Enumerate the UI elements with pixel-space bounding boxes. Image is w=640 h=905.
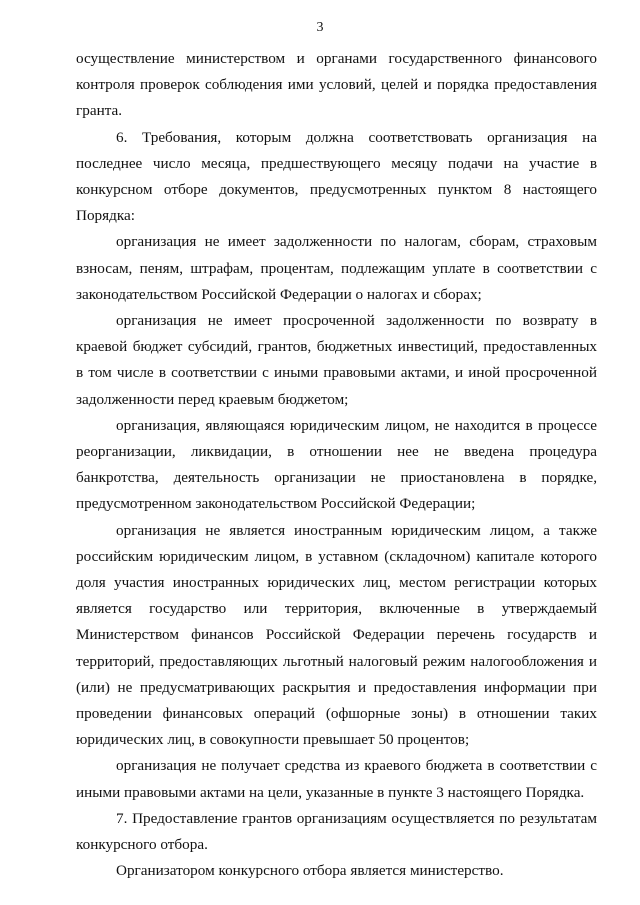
paragraph-item-7-grants: 7. Предоставление грантов организациям осуществляется по результатам конкурсного отбора. [76,809,597,854]
paragraph-no-overdue-debt: организация не имеет просроченной задолженности по возврату в краевой бюджет субсидий, грантов, бюджетных инвестиций, предоставленных в том числе в соответствии с иными правовыми актами, и иной просроченной задолженности перед краевым бюджетом; [76,312,597,408]
paragraph-no-tax-debt: организация не имеет задолженности по налогам, сборам, страховым взносам, пеням, штрафам, процентам, подлежащим уплате в соответствии с законодательством Российской Федерации о налогах и сборах; [76,233,597,303]
paragraph-item-6-requirements: 6. Требования, которым должна соответствовать организация на последнее число месяца, предшествующего месяцу подачи на участие в конкурсном отборе документов, предусмотренных пунктом 8 настоящего Порядка: [76,128,597,225]
page-number: 3 [316,20,324,35]
paragraph-continuation: осуществление министерством и органами государственного финансового контроля проверок соблюдения ими условий, целей и порядка предоставления гранта. [76,50,597,120]
paragraph-no-other-funds: организация не получает средства из краевого бюджета в соответствии с иными правовыми актами на цели, указанные в пункте 3 настоящего Порядка. [76,757,597,801]
paragraph-organizer: Организатором конкурсного отбора является министерство. [116,862,504,880]
paragraph-not-foreign-entity: организация не является иностранным юридическим лицом, а также российским юридическим лицом, в уставном (складочном) капитале которого доля участия иностранных юридических лиц, местом регистрации которых является государство или территория, включенные в утверждаемый Министерством финансов Российской Федерации перечень государств и территорий, предоставляющих льготный налоговый режим налогообложения и (или) не предусматривающих раскрытия и предоставления информации при проведении финансовых операций (офшорные зоны) в отношении таких юридических лиц, в совокупности превышает 50 процентов; [76,521,597,749]
paragraph-not-in-reorganization: организация, являющаяся юридическим лицом, не находится в процессе реорганизации, ликвидации, в отношении нее не введена процедура банкротства, деятельность организации не приостановлена в порядке, предусмотренном законодательством Российской Федерации; [76,416,597,513]
document-body [76,46,597,885]
